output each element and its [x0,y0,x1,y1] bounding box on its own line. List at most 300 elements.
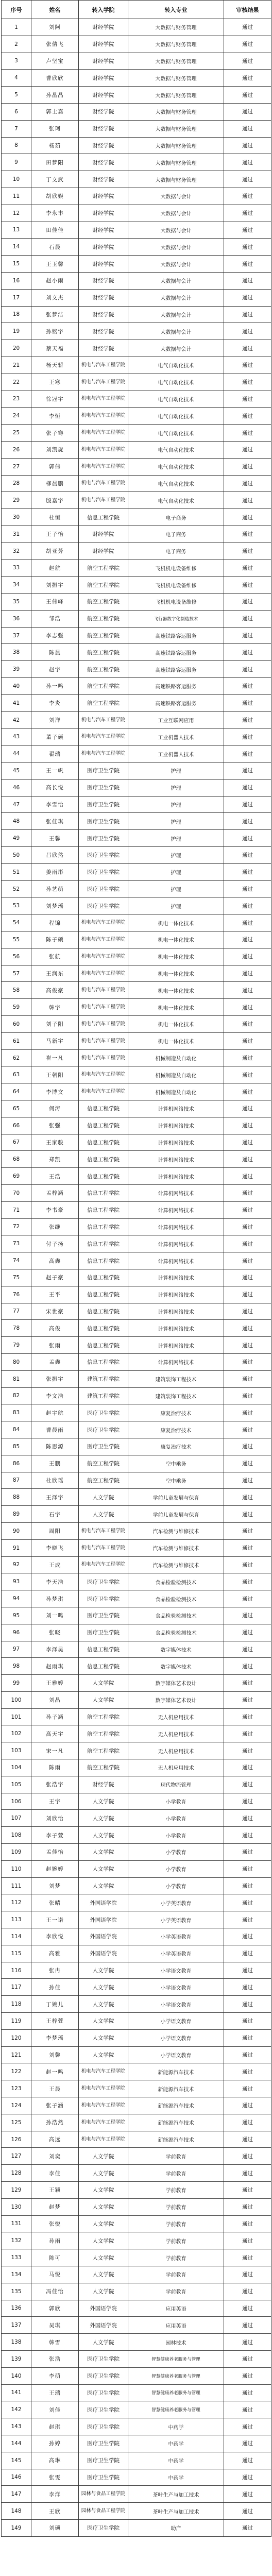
cell-major: 护理 [128,863,224,880]
cell-major: 工业机器人技术 [128,728,224,745]
table-row [2,2165,271,2182]
cell-name: 王颖 [31,2182,79,2199]
cell-no: 9 [2,154,31,171]
table-row [2,610,271,627]
cell-no: 103 [2,1742,31,1759]
table-row [2,1337,271,1354]
cell-college: 医疗卫生学院 [79,1421,128,1438]
cell-college: 医疗卫生学院 [79,1438,128,1455]
cell-major: 大数据与会计 [128,239,224,256]
cell-major: 电子商务 [128,543,224,560]
table-row [2,272,271,289]
cell-result: 通过 [224,644,271,661]
cell-college: 人文学院 [79,1675,128,1692]
cell-no: 41 [2,694,31,711]
cell-no: 72 [2,1218,31,1235]
cell-major: 食品检验检测技术 [128,1624,224,1641]
cell-result: 通过 [224,880,271,897]
cell-result: 通过 [224,2334,271,2351]
cell-no: 129 [2,2182,31,2199]
cell-name: 李炎 [31,694,79,711]
cell-no: 10 [2,171,31,188]
cell-no: 110 [2,1860,31,1877]
cell-no: 46 [2,779,31,796]
table-row [2,2131,271,2148]
cell-college: 机电与汽车工程学院 [79,408,128,425]
cell-result: 通过 [224,1032,271,1049]
cell-result: 通过 [224,2367,271,2384]
cell-no: 140 [2,2367,31,2384]
cell-no: 43 [2,728,31,745]
cell-no: 4 [2,70,31,87]
cell-major: 计算机网络技术 [128,1337,224,1354]
cell-result: 通过 [224,2131,271,2148]
cell-major: 智慧健康养老服务与管理 [128,2350,224,2367]
cell-no: 44 [2,745,31,762]
cell-college: 医疗卫生学院 [79,2519,128,2536]
cell-college: 航空工程学院 [79,661,128,678]
cell-no: 68 [2,1151,31,1168]
cell-college: 医疗卫生学院 [79,2367,128,2384]
table-row [2,999,271,1016]
cell-name: 张继 [31,1218,79,1235]
cell-major: 电气自动化技术 [128,475,224,492]
cell-result: 通过 [224,2114,271,2131]
table-row [2,391,271,408]
cell-college: 机电与汽车工程学院 [79,1539,128,1556]
cell-no: 25 [2,425,31,442]
cell-college: 机电与汽车工程学院 [79,492,128,509]
cell-college: 医疗卫生学院 [79,1404,128,1421]
cell-major: 高速铁路客运服务 [128,644,224,661]
cell-college: 外国语学院 [79,1911,128,1928]
cell-no: 49 [2,830,31,847]
cell-result: 通过 [224,53,271,70]
cell-result: 通过 [224,1100,271,1117]
cell-name: 王家骏 [31,1134,79,1151]
cell-result: 通过 [224,948,271,965]
cell-college: 机电与汽车工程学院 [79,441,128,458]
cell-name: 张晓 [31,1624,79,1641]
cell-result: 通过 [224,2469,271,2486]
cell-major: 工业互联网应用 [128,711,224,728]
cell-college: 航空工程学院 [79,678,128,695]
cell-result: 通过 [224,813,271,830]
cell-major: 新能源汽车技术 [128,2131,224,2148]
cell-result: 通过 [224,1759,271,1776]
cell-name: 张倩飞 [31,36,79,53]
cell-no: 147 [2,2486,31,2503]
cell-result: 通过 [224,2452,271,2469]
table-row [2,289,271,306]
cell-result: 通过 [224,272,271,289]
cell-college: 人文学院 [79,2249,128,2266]
cell-major: 康复治疗技术 [128,1421,224,1438]
cell-result: 通过 [224,154,271,171]
cell-major: 小学教育 [128,1810,224,1827]
cell-major: 小学教育 [128,1860,224,1877]
cell-major: 机电一体化技术 [128,999,224,1016]
cell-no: 86 [2,1455,31,1472]
cell-college: 人文学院 [79,2283,128,2300]
cell-major: 学前儿童发展与保育 [128,1506,224,1523]
cell-major: 食品检验检测技术 [128,1590,224,1607]
cell-result: 通过 [224,408,271,425]
cell-college: 人文学院 [79,1962,128,1979]
cell-name: 孟佳怡 [31,1844,79,1861]
cell-college: 医疗卫生学院 [79,830,128,847]
cell-result: 通过 [224,1877,271,1894]
cell-result: 通过 [224,2046,271,2063]
cell-name: 王润东 [31,965,79,982]
cell-result: 通过 [224,1793,271,1810]
cell-no: 120 [2,2029,31,2046]
cell-no: 143 [2,2418,31,2435]
cell-name: 蔡天福 [31,340,79,357]
cell-name: 徐冠宇 [31,391,79,408]
cell-name: 刘一鸣 [31,1607,79,1624]
cell-no: 75 [2,1269,31,1286]
cell-name: 曹晨雨 [31,1421,79,1438]
table-row [2,1742,271,1759]
table-row [2,1286,271,1303]
cell-major: 计算机网络技术 [128,1252,224,1269]
cell-no: 146 [2,2469,31,2486]
cell-result: 通过 [224,1404,271,1421]
cell-major: 小学语文教育 [128,2046,224,2063]
cell-college: 航空工程学院 [79,577,128,594]
cell-name: 王玉馨 [31,256,79,273]
cell-result: 通过 [224,137,271,154]
cell-name: 周阳 [31,1522,79,1539]
cell-college: 人文学院 [79,1996,128,2013]
cell-college: 信息工程学院 [79,1286,128,1303]
cell-college: 财经学院 [79,19,128,36]
cell-college: 医疗卫生学院 [79,1607,128,1624]
cell-no: 145 [2,2452,31,2469]
cell-no: 142 [2,2401,31,2418]
cell-college: 机电与汽车工程学院 [79,458,128,475]
cell-no: 101 [2,1708,31,1725]
cell-college: 人文学院 [79,2165,128,2182]
cell-college: 机电与汽车工程学院 [79,1032,128,1049]
cell-no: 66 [2,1117,31,1134]
table-row [2,2013,271,2030]
cell-name: 马新宇 [31,1032,79,1049]
cell-name: 张航 [31,948,79,965]
cell-name: 张冉 [31,1962,79,1979]
cell-name: 高远 [31,2131,79,2148]
cell-major: 计算机网络技术 [128,1269,224,1286]
cell-name: 张佳琪 [31,813,79,830]
table-row [2,1860,271,1877]
cell-major: 工业机器人技术 [128,745,224,762]
table-row [2,526,271,543]
cell-result: 通过 [224,205,271,222]
table-row [2,87,271,104]
cell-name: 赵一鸣 [31,2063,79,2080]
table-row [2,1269,271,1286]
cell-college: 航空工程学院 [79,644,128,661]
cell-name: 张雯 [31,2469,79,2486]
cell-major: 食品检验检测技术 [128,1607,224,1624]
cell-no: 69 [2,1168,31,1185]
cell-college: 机电与汽车工程学院 [79,357,128,374]
cell-major: 数字媒体技术 [128,1658,224,1675]
cell-no: 118 [2,1996,31,2013]
cell-college: 航空工程学院 [79,1708,128,1725]
cell-name: 田梦阳 [31,154,79,171]
cell-major: 园林技术 [128,2334,224,2351]
table-row [2,1134,271,1151]
cell-result: 通过 [224,425,271,442]
cell-no: 11 [2,188,31,205]
table-row [2,2046,271,2063]
cell-name: 杨天骄 [31,357,79,374]
table-row [2,2317,271,2334]
header-name: 姓名 [31,1,79,19]
cell-name: 李萌 [31,2367,79,2384]
cell-name: 王雅婷 [31,1675,79,1692]
cell-name: 赵宇 [31,661,79,678]
cell-major: 大数据与财务管理 [128,137,224,154]
cell-college: 机电与汽车工程学院 [79,1083,128,1100]
cell-result: 通过 [224,1218,271,1235]
cell-no: 88 [2,1489,31,1506]
cell-name: 曹欣欣 [31,70,79,87]
cell-college: 信息工程学院 [79,1353,128,1370]
cell-no: 71 [2,1201,31,1218]
cell-college: 信息工程学院 [79,1320,128,1337]
cell-name: 孙浩然 [31,2114,79,2131]
cell-college: 医疗卫生学院 [79,762,128,779]
table-row [2,2249,271,2266]
cell-result: 通过 [224,796,271,813]
cell-result: 通过 [224,374,271,391]
table-row [2,171,271,188]
table-row [2,2519,271,2536]
cell-major: 机电一体化技术 [128,931,224,948]
table-row [2,2350,271,2367]
table-row [2,2435,271,2452]
table-row [2,728,271,745]
cell-name: 王一诺 [31,1911,79,1928]
table-row [2,408,271,425]
cell-result: 通过 [224,2401,271,2418]
cell-major: 智慧健康养老服务与管理 [128,2367,224,2384]
cell-college: 信息工程学院 [79,1100,128,1117]
cell-major: 应用英语 [128,2300,224,2317]
cell-result: 通过 [224,1134,271,1151]
cell-no: 123 [2,2080,31,2097]
cell-college: 航空工程学院 [79,627,128,644]
cell-result: 通过 [224,1945,271,1962]
cell-name: 刘凯旋 [31,441,79,458]
cell-college: 机电与汽车工程学院 [79,2131,128,2148]
cell-no: 21 [2,357,31,374]
cell-no: 27 [2,458,31,475]
cell-name: 赵婉婷 [31,1860,79,1877]
table-row [2,1894,271,1911]
cell-result: 通过 [224,1928,271,1945]
cell-result: 通过 [224,711,271,728]
cell-name: 李志强 [31,627,79,644]
cell-no: 45 [2,762,31,779]
cell-name: 张悦 [31,2215,79,2232]
cell-no: 3 [2,53,31,70]
table-row [2,2367,271,2384]
cell-college: 信息工程学院 [79,1252,128,1269]
table-row [2,19,271,36]
header-row [2,1,271,19]
cell-college: 财经学院 [79,306,128,323]
table-row [2,796,271,813]
cell-no: 79 [2,1337,31,1354]
cell-name: 王伟峰 [31,594,79,611]
cell-major: 小学教育 [128,1844,224,1861]
cell-major: 高速铁路客运服务 [128,678,224,695]
cell-college: 人文学院 [79,1793,128,1810]
table-row [2,661,271,678]
cell-major: 小学语文教育 [128,1979,224,1996]
cell-major: 大数据与财务管理 [128,103,224,120]
cell-college: 航空工程学院 [79,1455,128,1472]
cell-name: 孙晶晶 [31,87,79,104]
cell-no: 65 [2,1100,31,1117]
cell-major: 大数据与会计 [128,289,224,306]
cell-result: 通过 [224,762,271,779]
cell-result: 通过 [224,509,271,526]
cell-college: 机电与汽车工程学院 [79,931,128,948]
cell-no: 50 [2,847,31,864]
cell-major: 数字媒体艺术设计 [128,1691,224,1708]
cell-no: 94 [2,1590,31,1607]
table-body [2,19,271,2537]
cell-college: 财经学院 [79,543,128,560]
cell-name: 王晨 [31,2080,79,2097]
cell-major: 茶叶生产与加工技术 [128,2503,224,2520]
cell-no: 48 [2,813,31,830]
cell-name: 柳晨鹏 [31,475,79,492]
cell-college: 医疗卫生学院 [79,847,128,864]
cell-major: 学前教育 [128,2283,224,2300]
cell-name: 王子怡 [31,526,79,543]
table-header [2,1,271,19]
cell-college: 财经学院 [79,36,128,53]
cell-result: 通过 [224,188,271,205]
table-row [2,1691,271,1708]
cell-name: 刘阿 [31,19,79,36]
cell-college: 人文学院 [79,2029,128,2046]
cell-result: 通过 [224,1303,271,1320]
cell-major: 电气自动化技术 [128,458,224,475]
cell-result: 通过 [224,1320,271,1337]
cell-major: 计算机网络技术 [128,1235,224,1252]
table-row [2,70,271,87]
cell-result: 通过 [224,1573,271,1590]
cell-no: 98 [2,1658,31,1675]
cell-name: 王浩 [31,1168,79,1185]
table-row [2,2334,271,2351]
cell-result: 通过 [224,256,271,273]
cell-no: 34 [2,577,31,594]
cell-no: 12 [2,205,31,222]
cell-major: 护理 [128,796,224,813]
cell-name: 孙佳 [31,1979,79,1996]
cell-result: 通过 [224,1827,271,1844]
cell-major: 小学教育 [128,1827,224,1844]
cell-result: 通过 [224,1658,271,1675]
cell-result: 通过 [224,2418,271,2435]
cell-college: 园林与食品工程学院 [79,2486,128,2503]
cell-major: 高速铁路客运服务 [128,661,224,678]
table-row [2,1877,271,1894]
cell-name: 李文浩 [31,1387,79,1404]
cell-college: 信息工程学院 [79,1235,128,1252]
cell-result: 通过 [224,391,271,408]
cell-major: 护理 [128,880,224,897]
table-row [2,1387,271,1404]
cell-name: 李雪怡 [31,796,79,813]
cell-no: 74 [2,1252,31,1269]
table-row [2,1066,271,1083]
table-row [2,1016,271,1033]
cell-result: 通过 [224,2266,271,2283]
cell-major: 大数据与财务管理 [128,120,224,137]
cell-name: 张振宇 [31,1370,79,1387]
cell-result: 通过 [224,745,271,762]
cell-college: 信息工程学院 [79,1269,128,1286]
cell-no: 138 [2,2334,31,2351]
cell-name: 李书豪 [31,1201,79,1218]
cell-no: 85 [2,1438,31,1455]
cell-no: 97 [2,1641,31,1658]
table-row [2,1100,271,1117]
cell-name: 王成 [31,1556,79,1573]
cell-major: 电气自动化技术 [128,425,224,442]
cell-name: 孙婷 [31,2435,79,2452]
cell-name: 李博文 [31,1083,79,1100]
table-row [2,1438,271,1455]
cell-no: 131 [2,2215,31,2232]
cell-major: 中药学 [128,2469,224,2486]
cell-major: 学前教育 [128,2266,224,2283]
cell-result: 通过 [224,1708,271,1725]
cell-major: 电气自动化技术 [128,492,224,509]
cell-result: 通过 [224,2215,271,2232]
cell-name: 刘硕 [31,2519,79,2536]
cell-major: 小学教育 [128,1793,224,1810]
table-row [2,2503,271,2520]
cell-college: 医疗卫生学院 [79,2435,128,2452]
cell-result: 通过 [224,2249,271,2266]
cell-name: 高雅 [31,1945,79,1962]
cell-result: 通过 [224,306,271,323]
cell-college: 财经学院 [79,289,128,306]
cell-name: 刘奕 [31,2148,79,2165]
cell-college: 医疗卫生学院 [79,813,128,830]
cell-name: 李欣悦 [31,1928,79,1945]
table-row [2,982,271,999]
cell-result: 通过 [224,1894,271,1911]
table-row [2,1506,271,1523]
cell-result: 通过 [224,543,271,560]
table-row [2,1252,271,1269]
cell-major: 电气自动化技术 [128,441,224,458]
cell-no: 37 [2,627,31,644]
cell-college: 医疗卫生学院 [79,2384,128,2401]
table-row [2,1708,271,1725]
